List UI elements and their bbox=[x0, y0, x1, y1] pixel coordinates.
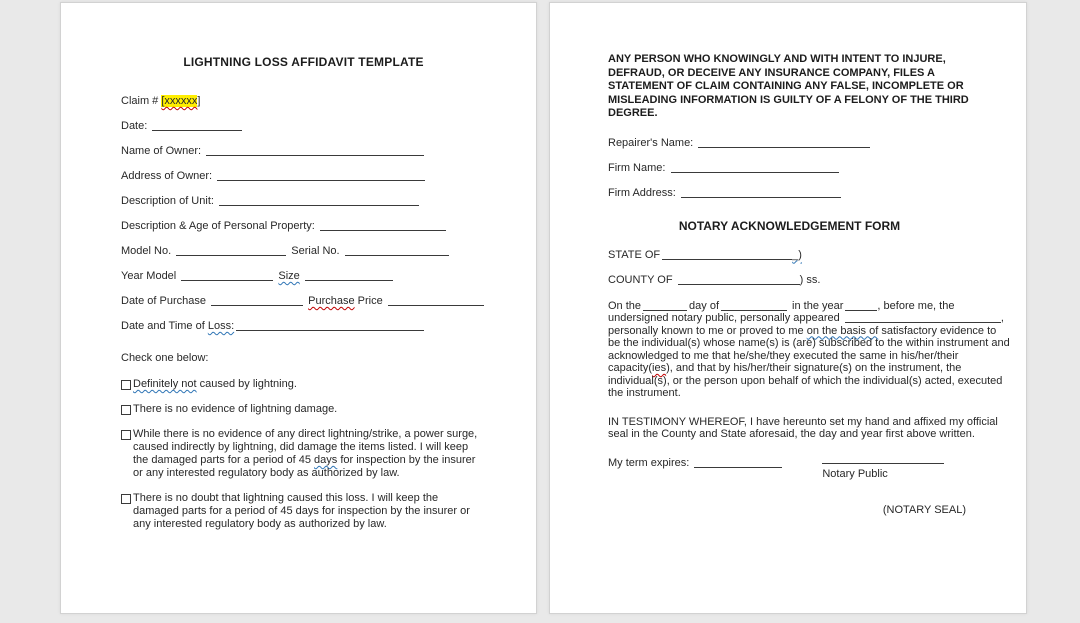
loss-word: Loss: bbox=[207, 320, 235, 332]
purchase-price-field[interactable] bbox=[388, 297, 484, 306]
year-model-size-row bbox=[121, 270, 486, 282]
size-label: Size bbox=[278, 270, 300, 282]
notary-acknowledgement-paragraph: On the day of in the year , before me, the undersigned notary public, personally appeared , personally known to me or proved to me on the basis of satisfactory evidence to be the individual(s) whose name(s) is (are) subscribed to the within instrument and acknowledged to me that he/she/they executed the same in his/her/their capacity(ies), and that by his/her/their signature(s) on the instrument, the individual(s), or the person upon behalf of which the individual(s) acted, executed the instrument. bbox=[608, 299, 1010, 399]
address-of-owner-field[interactable] bbox=[217, 172, 425, 181]
repairers-name-row bbox=[608, 137, 1011, 149]
model-no-field[interactable] bbox=[176, 247, 286, 256]
checkbox-icon[interactable] bbox=[121, 380, 131, 390]
checkbox-icon[interactable] bbox=[121, 405, 131, 415]
page-title: LIGHTNING LOSS AFFIDAVIT TEMPLATE bbox=[183, 55, 424, 69]
date-time-loss-field[interactable] bbox=[236, 322, 424, 331]
checkbox-option-text: While there is no evidence of any direct lightning/strike, a power surge, caused indirectly by lightning, did damage the items listed. I will keep the damaged parts for a period of 45 days for inspection by the insurer or any interested regulatory body as authorized by law. bbox=[133, 428, 478, 479]
description-of-unit-field[interactable] bbox=[219, 197, 419, 206]
notary-signature-field[interactable] bbox=[822, 457, 944, 464]
state-of-label: STATE OF bbox=[608, 248, 661, 261]
date-of-purchase-field[interactable] bbox=[211, 297, 303, 306]
term-expires-block bbox=[608, 457, 784, 480]
my-term-expires-label: My term expires: bbox=[608, 456, 690, 469]
checkbox-option-4[interactable] bbox=[121, 492, 486, 531]
checkbox-option-text: Definitely not caused by lightning. bbox=[133, 378, 297, 390]
checkbox-option-1[interactable] bbox=[121, 378, 486, 391]
checkbox-option-3[interactable] bbox=[121, 428, 486, 480]
state-of-field[interactable] bbox=[662, 251, 792, 260]
purchase-word: Purchase bbox=[308, 295, 355, 307]
address-of-owner-row bbox=[121, 170, 486, 182]
notary-seal-label: (NOTARY SEAL) bbox=[882, 503, 966, 516]
repairers-name-label: Repairer's Name: bbox=[608, 136, 694, 149]
purchase-row bbox=[121, 295, 486, 307]
county-suffix: ) ss. bbox=[799, 273, 821, 286]
serial-no-label: Serial No. bbox=[291, 245, 340, 257]
fraud-warning-text: ANY PERSON WHO KNOWINGLY AND WITH INTENT TO INJURE, DEFRAUD, OR DECEIVE ANY INSURANCE COMPANY, FILES A STATEMENT OF CLAIM CONTAINING ANY FALSE, INCOMPLETE OR MISLEADING INFORMATION IS GUILTY OF A FELONY OF THE THIRD DEGREE. bbox=[608, 53, 969, 119]
appeared-name-field[interactable] bbox=[845, 314, 1001, 323]
price-word: Price bbox=[357, 295, 383, 307]
serial-no-field[interactable] bbox=[345, 247, 449, 256]
address-of-owner-label: Address of Owner: bbox=[121, 170, 213, 182]
notary-signature-block bbox=[822, 457, 944, 480]
claim-value-highlighted[interactable]: [xxxxxx bbox=[161, 95, 198, 107]
firm-name-label: Firm Name: bbox=[608, 161, 666, 174]
county-of-field[interactable] bbox=[678, 276, 800, 285]
checkbox-icon[interactable] bbox=[121, 494, 131, 504]
date-of-purchase-label: Date of Purchase bbox=[121, 295, 206, 307]
date-time-loss-row bbox=[121, 320, 486, 332]
description-age-row bbox=[121, 220, 486, 232]
firm-address-field[interactable] bbox=[681, 189, 841, 198]
firm-address-row bbox=[608, 187, 1011, 199]
checkbox-icon[interactable] bbox=[121, 430, 131, 440]
checkbox-option-text: There is no evidence of lightning damage. bbox=[133, 403, 338, 415]
size-field[interactable] bbox=[305, 272, 393, 281]
signature-row bbox=[608, 457, 1011, 480]
check-one-label: Check one below: bbox=[121, 352, 209, 364]
description-of-unit-label: Description of Unit: bbox=[121, 195, 214, 207]
firm-name-row bbox=[608, 162, 1011, 174]
notary-public-label: Notary Public bbox=[822, 467, 888, 480]
state-paren: _) bbox=[792, 248, 802, 261]
document-page-1[interactable] bbox=[60, 2, 537, 614]
day-field[interactable] bbox=[643, 302, 687, 311]
name-of-owner-label: Name of Owner: bbox=[121, 145, 202, 157]
checkbox-option-2[interactable] bbox=[121, 403, 486, 416]
description-of-unit-row bbox=[121, 195, 486, 207]
state-of-row bbox=[608, 249, 1011, 261]
name-of-owner-field[interactable] bbox=[206, 147, 424, 156]
month-field[interactable] bbox=[721, 302, 787, 311]
description-age-field[interactable] bbox=[320, 222, 446, 231]
testimony-paragraph: IN TESTIMONY WHEREOF, I have hereunto set my hand and affixed my official seal in the County and State aforesaid, the day and year first above written. bbox=[608, 415, 998, 440]
document-page-2[interactable] bbox=[549, 2, 1027, 614]
date-time-loss-label: Date and Time of bbox=[121, 320, 205, 332]
name-of-owner-row bbox=[121, 145, 486, 157]
year-model-field[interactable] bbox=[181, 272, 273, 281]
claim-number-row bbox=[121, 95, 486, 107]
county-of-row bbox=[608, 274, 1011, 286]
notary-form-title: NOTARY ACKNOWLEDGEMENT FORM bbox=[678, 218, 901, 233]
model-no-label: Model No. bbox=[121, 245, 172, 257]
term-expires-field[interactable] bbox=[694, 459, 782, 468]
model-serial-row bbox=[121, 245, 486, 257]
date-field[interactable] bbox=[152, 122, 242, 131]
year-model-label: Year Model bbox=[121, 270, 177, 282]
date-row bbox=[121, 120, 486, 132]
date-label: Date: bbox=[121, 120, 148, 132]
claim-bracket: ] bbox=[197, 95, 201, 107]
repairers-name-field[interactable] bbox=[698, 139, 870, 148]
county-of-label: COUNTY OF bbox=[608, 273, 673, 286]
firm-address-label: Firm Address: bbox=[608, 186, 676, 199]
checkbox-option-text: There is no doubt that lightning caused this loss. I will keep the damaged parts for a period of 45 days for inspection by the insurer or any interested regulatory body as authorized by law. bbox=[133, 492, 470, 530]
firm-name-field[interactable] bbox=[671, 164, 839, 173]
description-age-label: Description & Age of Personal Property: bbox=[121, 220, 315, 232]
claim-label: Claim # bbox=[121, 95, 159, 107]
year-field[interactable] bbox=[845, 302, 877, 311]
